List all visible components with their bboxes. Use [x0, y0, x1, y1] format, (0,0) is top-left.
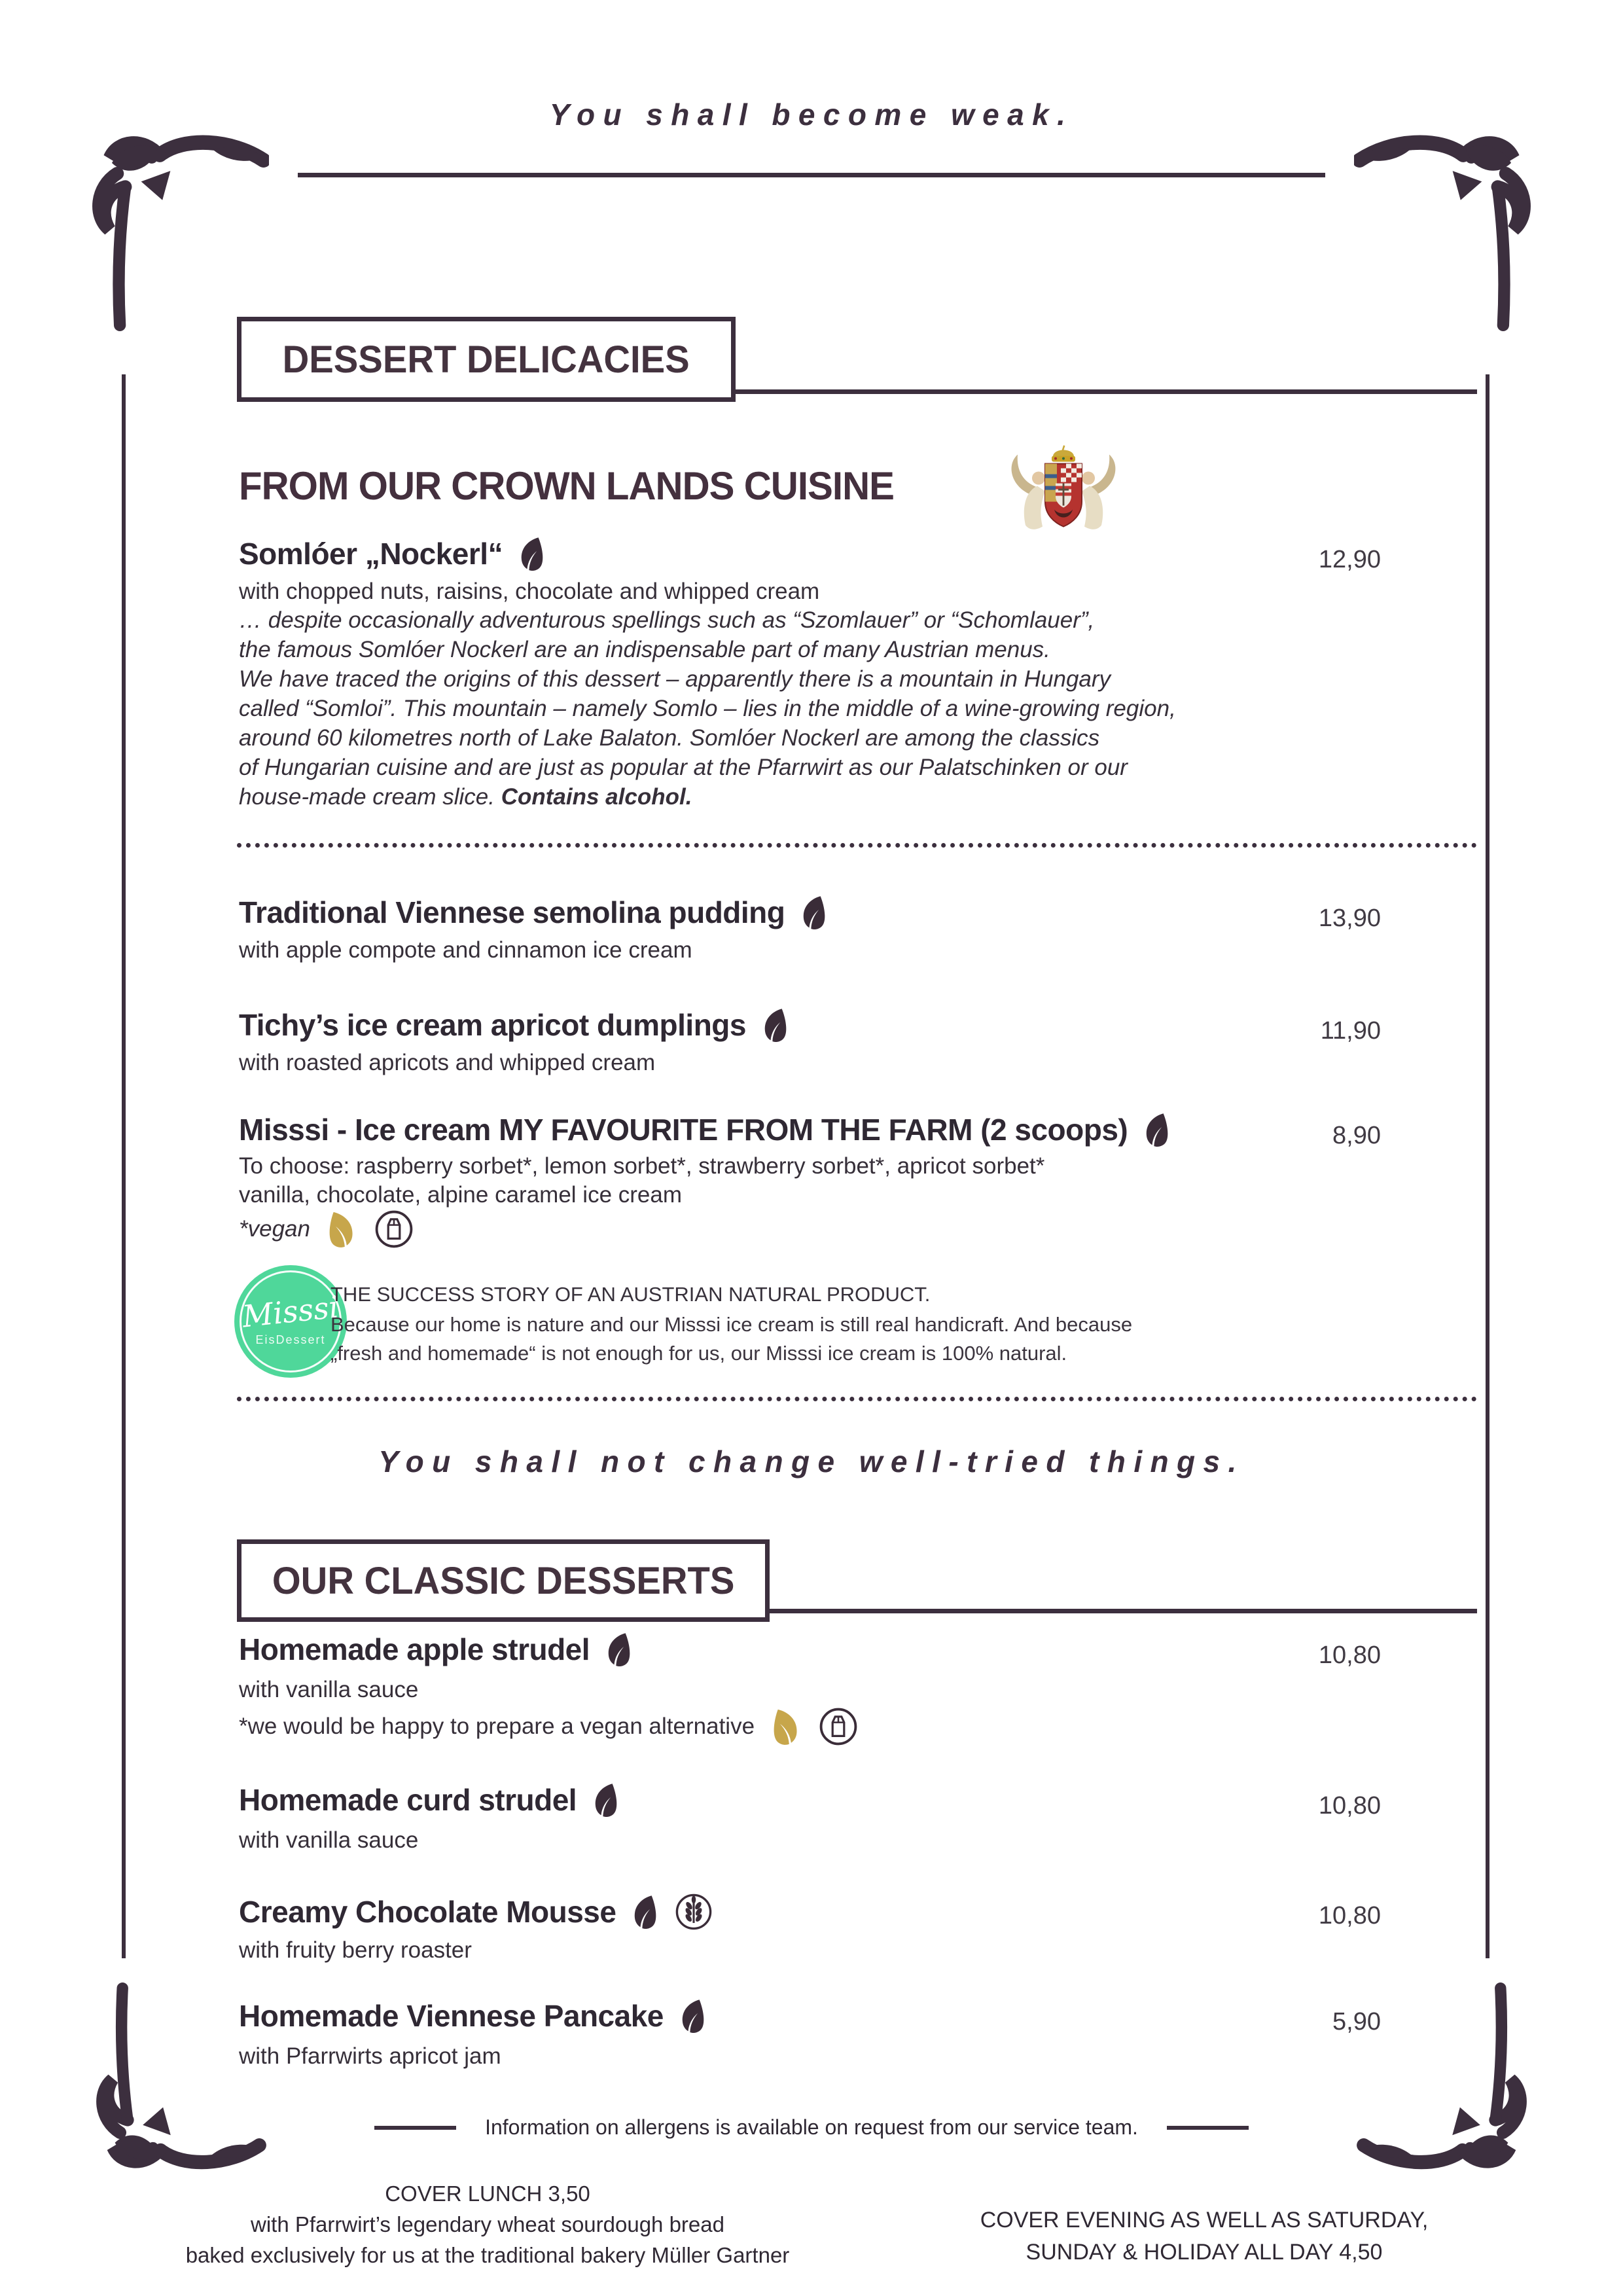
motto-top: You shall become weak. [549, 98, 1074, 132]
story-line: We have traced the origins of this dessert – apparently there is a mountain in Hungary [239, 666, 1111, 692]
misssi-info-line: THE SUCCESS STORY OF AN AUSTRIAN NATURAL PRODUCT. [330, 1283, 931, 1306]
leaf-icon [755, 1004, 795, 1046]
vegan-note-row [239, 1208, 415, 1250]
top-rule [298, 173, 1325, 177]
vegan-note-row [239, 1706, 859, 1748]
lactose-free-icon [373, 1208, 415, 1250]
allergen-dash-left [374, 2126, 456, 2130]
item-price: 5,90 [1332, 2008, 1381, 2036]
cover-lunch-line: COVER LUNCH 3,50 [385, 2181, 590, 2206]
item-price: 13,90 [1318, 905, 1381, 932]
item-price: 12,90 [1318, 546, 1381, 573]
menu-item-apple-strudel [239, 1631, 635, 1668]
misssi-info-line: „fresh and homemade“ is not enough for us, our Misssi ice cream is 100% natural. [330, 1342, 1067, 1365]
corner-ornament-top-right [1354, 126, 1541, 332]
item-description: with fruity berry roaster [239, 1937, 472, 1963]
right-side-rule [1486, 374, 1489, 1958]
menu-item-semolina [239, 894, 830, 931]
vegan-label: *vegan [239, 1216, 310, 1242]
cover-lunch-line: with Pfarrwirt’s legendary wheat sourdough bread [251, 2212, 724, 2236]
story-end: house-made cream slice. [239, 784, 495, 810]
allergen-note: Information on allergens is available on request from our service team. [485, 2115, 1138, 2139]
menu-item-pancake [239, 1998, 709, 2034]
item-name-label: Tichy’s ice cream apricot dumplings [239, 1008, 746, 1042]
corner-ornament-bottom-right [1354, 1982, 1541, 2178]
item-name-label: Homemade curd strudel [239, 1783, 577, 1817]
corner-ornament-bottom-left [82, 1982, 269, 2178]
section1-title-box [237, 317, 736, 402]
story-line: of Hungarian cuisine and are just as popular at the Pfarrwirt as our Palatschinken or our [239, 755, 1128, 780]
menu-item-curd-strudel [239, 1782, 622, 1818]
menu-item-misssi [239, 1111, 1173, 1148]
item-name-label: Traditional Viennese semolina pudding [239, 895, 785, 929]
story-line: around 60 kilometres north of Lake Balaton. Somlóer Nockerl are among the classics [239, 725, 1100, 751]
menu-item-tichy [239, 1007, 792, 1043]
vegan-leaf-icon [765, 1704, 807, 1748]
item-description: with vanilla sauce [239, 1677, 419, 1702]
cover-lunch-note [160, 2178, 815, 2270]
item-name-label: Misssi - Ice cream MY FAVOURITE FROM THE FARM (2 scoops) [239, 1113, 1128, 1147]
item-description: with Pfarrwirts apricot jam [239, 2043, 501, 2069]
cover-evening-line: SUNDAY & HOLIDAY ALL DAY 4,50 [1026, 2240, 1383, 2265]
section2-title-box [237, 1539, 770, 1622]
dotted-divider [237, 843, 1477, 848]
cover-evening-note [975, 2204, 1433, 2269]
motto-middle: You shall not change well-tried things. [378, 1444, 1245, 1479]
story-line: … despite occasionally adventurous spellings such as “Szomlauer” or “Schomlauer”, [239, 607, 1095, 633]
item-name-label: Somlóer „Nockerl“ [239, 537, 503, 571]
item-description: with roasted apricots and whipped cream [239, 1050, 656, 1075]
leaf-icon [794, 891, 834, 933]
item-name-label: Homemade apple strudel [239, 1632, 590, 1666]
vegan-leaf-icon [321, 1207, 363, 1251]
allergen-dash-right [1167, 2126, 1249, 2130]
item-price: 11,90 [1320, 1017, 1381, 1045]
menu-item-somloer [239, 535, 548, 572]
leaf-icon [599, 1628, 639, 1670]
leaf-icon [625, 1891, 665, 1933]
leaf-icon [1137, 1109, 1177, 1151]
item-description: with vanilla sauce [239, 1827, 419, 1853]
misssi-info-line: Because our home is nature and our Misssi ice cream is still real handicraft. And because [330, 1313, 1133, 1336]
item-name-label: Homemade Viennese Pancake [239, 1999, 664, 2033]
leaf-icon [512, 533, 552, 575]
item-price: 10,80 [1318, 1902, 1381, 1929]
item-price: 10,80 [1318, 1641, 1381, 1669]
crown-lands-crest-icon [998, 444, 1129, 539]
corner-ornament-top-left [82, 126, 269, 332]
item-description: vanilla, chocolate, alpine caramel ice cream [239, 1182, 682, 1208]
gluten-icon [673, 1892, 714, 1932]
misssi-logo-name: Misssi [240, 1288, 341, 1335]
item-description: with apple compote and cinnamon ice cream [239, 937, 692, 963]
contains-alcohol-note: Contains alcohol. [501, 784, 692, 810]
leaf-icon [672, 1995, 712, 2037]
leaf-icon [586, 1779, 626, 1821]
cover-evening-line: COVER EVENING AS WELL AS SATURDAY, [980, 2208, 1429, 2233]
item-price: 8,90 [1332, 1122, 1381, 1149]
item-description: To choose: raspberry sorbet*, lemon sorbet*, strawberry sorbet*, apricot sorbet* [239, 1153, 1045, 1179]
section2-title: OUR CLASSIC DESSERTS [272, 1559, 735, 1602]
section1-title: DESSERT DELICACIES [282, 338, 690, 381]
lactose-free-icon [817, 1706, 859, 1748]
story-line-final [239, 784, 692, 810]
allergen-note-row [0, 2115, 1623, 2140]
left-side-rule [122, 374, 126, 1958]
item-price: 10,80 [1318, 1792, 1381, 1820]
item-name-label: Creamy Chocolate Mousse [239, 1895, 616, 1929]
dotted-divider [237, 1397, 1477, 1401]
menu-item-chocolate-mousse [239, 1892, 714, 1932]
vegan-alternative-label: *we would be happy to prepare a vegan alternative [239, 1713, 755, 1739]
misssi-logo-subtitle: EisDessert [255, 1333, 326, 1346]
item-description: with chopped nuts, raisins, chocolate and whipped cream [239, 579, 820, 604]
cover-lunch-line: baked exclusively for us at the traditional bakery Müller Gartner [185, 2243, 790, 2267]
story-line: called “Somloi”. This mountain – namely Somlo – lies in the middle of a wine-growing region, [239, 696, 1176, 721]
crown-lands-heading: FROM OUR CROWN LANDS CUISINE [239, 464, 895, 508]
story-line: the famous Somlóer Nockerl are an indispensable part of many Austrian menus. [239, 637, 1050, 662]
